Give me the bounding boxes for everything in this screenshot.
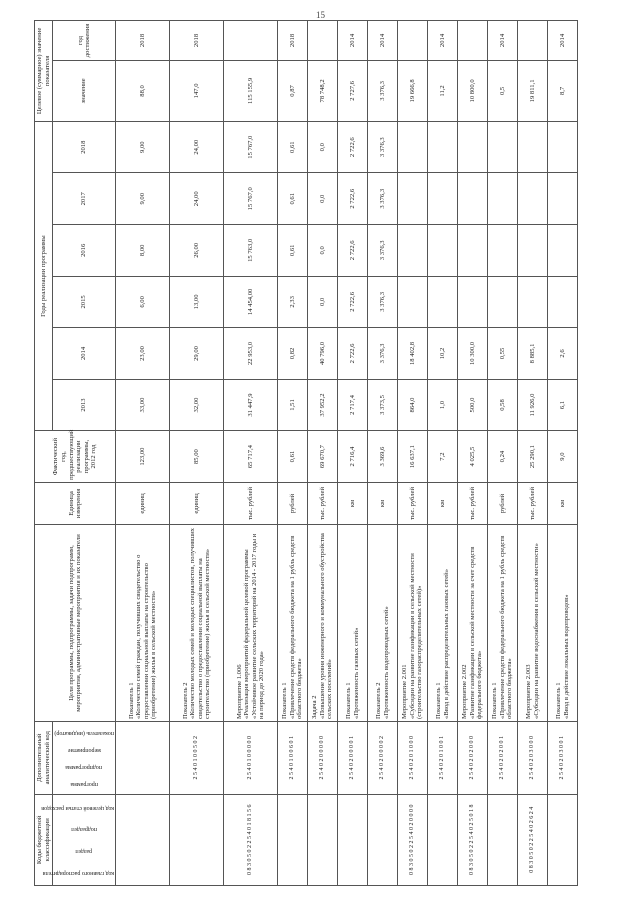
- year-value-cell: 0,58: [488, 379, 518, 431]
- kbk-code-cell: [308, 794, 338, 885]
- kbk-code-cell: [368, 794, 398, 885]
- final-value-cell: 0,5: [488, 60, 518, 121]
- final-value-cell: 3 376,3: [368, 60, 398, 121]
- year-value-cell: 8 885,1: [518, 328, 548, 380]
- year-value-cell: 6,00: [116, 276, 170, 328]
- years-header: Годы реализации программы: [35, 121, 53, 430]
- year-value-cell: 2 722,6: [338, 276, 368, 328]
- year-value-cell: [398, 276, 428, 328]
- add-code-cell: [116, 721, 170, 794]
- final-year-cell: 2014: [368, 21, 398, 61]
- add-code-cell: 2 5 4 0 2 0 2 0 0 0: [458, 721, 488, 794]
- kbk-code-cell: 0 8 3 0 5 0 2 2 5 4 0 2 6 2 4: [518, 794, 548, 885]
- unit-cell: рублей: [278, 482, 308, 524]
- year-value-cell: [488, 225, 518, 277]
- year-value-cell: 29,00: [170, 328, 224, 380]
- fact-cell: 4 025,5: [458, 431, 488, 483]
- kbk-code-cell: 0 8 3 0 5 0 2 2 5 4 0 2 5 0 1 8: [458, 794, 488, 885]
- kbk-code-cell: [338, 794, 368, 885]
- year-2017-header: 2017: [53, 173, 116, 225]
- year-value-cell: 15 767,0: [224, 121, 278, 173]
- final-value-cell: 78 748,2: [308, 60, 338, 121]
- year-value-cell: [488, 173, 518, 225]
- add-code-cell: 2 5 4 0 2 0 1 0 0 1: [428, 721, 458, 794]
- unit-cell: тыс. рублей: [308, 482, 338, 524]
- table-row: [338, 21, 368, 886]
- fact-cell: 2 716,4: [338, 431, 368, 483]
- year-value-cell: 3 376,3: [368, 225, 398, 277]
- goals-header: Цели программы, подпрограммы, задачи подпрограмм, мероприятия, административные мероприятия и их показатели: [35, 525, 116, 722]
- year-value-cell: [458, 225, 488, 277]
- goal-text-cell: Мероприятие 2.002 «Развитие газификации в сельской местности за счет средств федерального бюджета»: [458, 525, 488, 722]
- year-value-cell: 0,61: [278, 173, 308, 225]
- final-year-cell: 2014: [338, 21, 368, 61]
- year-2016-header: 2016: [53, 225, 116, 277]
- year-value-cell: 500,0: [458, 379, 488, 431]
- kbk-subheaders: код главного распорядителя раздел подраздел код целевой статьи расходов: [53, 794, 116, 885]
- year-2013-header: 2013: [53, 379, 116, 431]
- final-value-cell: 19 666,8: [398, 60, 428, 121]
- year-value-cell: 3 376,3: [368, 328, 398, 380]
- unit-cell: тыс. рублей: [458, 482, 488, 524]
- final-value-cell: 8,7: [548, 60, 578, 121]
- fact-cell: 0,24: [488, 431, 518, 483]
- final-year-cell: 2014: [488, 21, 518, 61]
- unit-cell: тыс. рублей: [398, 482, 428, 524]
- final-year-cell: 2018: [116, 21, 170, 61]
- addcode-subheaders: программа подпрограмма мероприятие показатель (индикатор): [53, 721, 116, 794]
- final-year-cell: [518, 21, 548, 61]
- table-row: [518, 21, 548, 886]
- year-value-cell: 14 454,00: [224, 276, 278, 328]
- year-value-cell: 3 376,3: [368, 276, 398, 328]
- kbk-code-cell: [170, 794, 224, 885]
- final-value-cell: 2 727,6: [338, 60, 368, 121]
- year-value-cell: 3 376,3: [368, 173, 398, 225]
- final-year-cell: [398, 21, 428, 61]
- year-value-cell: 18 402,8: [398, 328, 428, 380]
- year-value-cell: 0,61: [278, 121, 308, 173]
- year-value-cell: [398, 225, 428, 277]
- year-value-cell: [548, 121, 578, 173]
- final-year-cell: 2014: [428, 21, 458, 61]
- unit-cell: тыс. рублей: [224, 482, 278, 524]
- year-value-cell: 2,33: [278, 276, 308, 328]
- unit-cell: км: [428, 482, 458, 524]
- final-year-cell: 2018: [170, 21, 224, 61]
- kbk-code-cell: [488, 794, 518, 885]
- goal-text-cell: Задача 2 «Повышение уровня инженерного и коммунального обустройства сельских поселений»: [308, 525, 338, 722]
- year-value-cell: 9,00: [116, 173, 170, 225]
- year-value-cell: [398, 173, 428, 225]
- fact-cell: 85,00: [170, 431, 224, 483]
- year-value-cell: 13,00: [170, 276, 224, 328]
- goal-text-cell: Показатель 1 «Количество семей граждан, получивших свидетельство о предоставлении социальной выплаты на строительство (приобретение) жилья в сельской местности»: [116, 525, 170, 722]
- unit-cell: км: [548, 482, 578, 524]
- table-body: [116, 21, 578, 886]
- year-value-cell: 10,2: [428, 328, 458, 380]
- year-value-cell: [518, 173, 548, 225]
- table-row: [428, 21, 458, 886]
- kbk-code-cell: [428, 794, 458, 885]
- kbk-header: Коды бюджетной классификации: [35, 794, 53, 885]
- add-code-cell: 2 5 4 0 2 0 3 0 0 0: [518, 721, 548, 794]
- fact-cell: 0,61: [278, 431, 308, 483]
- kbk-code-cell: [548, 794, 578, 885]
- final-header: Целевое (суммарное) значение показателя: [35, 21, 53, 122]
- year-value-cell: 0,55: [488, 328, 518, 380]
- year-value-cell: 22 953,0: [224, 328, 278, 380]
- year-value-cell: [428, 276, 458, 328]
- fact-cell: 69 670,7: [308, 431, 338, 483]
- year-value-cell: 15 767,0: [224, 173, 278, 225]
- final-value-cell: 88,0: [116, 60, 170, 121]
- fact-cell: 65 717,4: [224, 431, 278, 483]
- fact-cell: 9,0: [548, 431, 578, 483]
- kbk-code-cell: 0 8 3 0 5 0 2 2 5 4 0 2 0 0 0 0: [398, 794, 428, 885]
- year-value-cell: 1,51: [278, 379, 308, 431]
- unit-cell: рублей: [488, 482, 518, 524]
- unit-cell: км: [338, 482, 368, 524]
- fact-header: Фактический год, предшествующий реализации программы, 2012 год: [35, 431, 116, 483]
- addcode-header: Дополнительный аналитический код: [35, 721, 53, 794]
- year-value-cell: 32,00: [170, 379, 224, 431]
- page-number: 15: [316, 10, 325, 20]
- year-value-cell: [548, 276, 578, 328]
- rotated-table-wrapper: [34, 20, 604, 886]
- year-value-cell: 15 763,0: [224, 225, 278, 277]
- year-value-cell: 37 952,2: [308, 379, 338, 431]
- year-value-cell: 26,00: [170, 225, 224, 277]
- table-row: [398, 21, 428, 886]
- add-code-cell: 2 5 4 0 1 0 0 0 0 0: [224, 721, 278, 794]
- add-code-cell: 2 5 4 0 1 0 0 5 0 2: [170, 721, 224, 794]
- year-value-cell: 8,00: [116, 225, 170, 277]
- goal-text-cell: Мероприятие 2.001 «Субсидии на развитие газификации в сельской местности (строительство газораспределительных сетей)»: [398, 525, 428, 722]
- year-value-cell: 24,00: [170, 121, 224, 173]
- year-value-cell: 23,00: [116, 328, 170, 380]
- year-value-cell: [518, 225, 548, 277]
- goal-text-cell: Показатель 1 «Ввод в действие распределительных газовых сетей»: [428, 525, 458, 722]
- year-value-cell: [548, 225, 578, 277]
- final-year-cell: [224, 21, 278, 61]
- table-row: [278, 21, 308, 886]
- year-value-cell: 2 722,6: [338, 173, 368, 225]
- fact-cell: 3 369,6: [368, 431, 398, 483]
- goal-text-cell: Показатель 1 «Привлечение средств федерального бюджета на 1 рубль средств областного бюджета»: [278, 525, 308, 722]
- unit-cell: км: [368, 482, 398, 524]
- table-row: [308, 21, 338, 886]
- year-value-cell: 864,0: [398, 379, 428, 431]
- goal-text-cell: Показатель 1 «Протяженность газовых сетей»: [338, 525, 368, 722]
- final-year-cell: 2018: [278, 21, 308, 61]
- year-value-cell: 33,00: [116, 379, 170, 431]
- year-value-cell: 0,61: [278, 225, 308, 277]
- year-value-cell: 2 722,6: [338, 121, 368, 173]
- year-value-cell: 0,0: [308, 276, 338, 328]
- kbk-code-cell: 0 8 3 0 5 0 2 2 5 4 0 1 8 1 5 6: [224, 794, 278, 885]
- table-row: [116, 21, 170, 886]
- add-code-cell: 2 5 4 0 1 0 0 6 0 1: [278, 721, 308, 794]
- year-value-cell: 2,6: [548, 328, 578, 380]
- table-row: [170, 21, 224, 886]
- year-value-cell: 31 447,9: [224, 379, 278, 431]
- final-year-cell: [458, 21, 488, 61]
- table-row: [368, 21, 398, 886]
- year-value-cell: 1,0: [428, 379, 458, 431]
- goal-text-cell: Показатель 2 «Протяженность водопроводных сетей»: [368, 525, 398, 722]
- final-value-cell: 10 800,0: [458, 60, 488, 121]
- year-value-cell: 0,0: [308, 225, 338, 277]
- year-value-cell: [518, 121, 548, 173]
- year-value-cell: 6,1: [548, 379, 578, 431]
- final-year-header: год достижения: [53, 21, 116, 61]
- year-value-cell: 0,0: [308, 121, 338, 173]
- year-value-cell: 0,0: [308, 173, 338, 225]
- year-2018-header: 2018: [53, 121, 116, 173]
- year-value-cell: [458, 121, 488, 173]
- program-indicators-table: [34, 20, 578, 886]
- kbk-code-cell: [116, 794, 170, 885]
- goal-text-cell: Показатель 2 «Количество молодых семей и молодых специалистов, получивших свидетельство о предоставлении социальной выплаты на строительство (приобретение) жилья в сельской местности»: [170, 525, 224, 722]
- unit-cell: единиц: [116, 482, 170, 524]
- year-value-cell: [398, 121, 428, 173]
- table-row: [488, 21, 518, 886]
- year-value-cell: [458, 276, 488, 328]
- fact-cell: 25 290,1: [518, 431, 548, 483]
- year-value-cell: 40 796,0: [308, 328, 338, 380]
- goal-text-cell: Мероприятие 2.003 «Субсидии на развитие водоснабжения в сельской местности»: [518, 525, 548, 722]
- final-year-cell: 2014: [548, 21, 578, 61]
- kbk-code-cell: [278, 794, 308, 885]
- unit-cell: единиц: [170, 482, 224, 524]
- final-value-cell: 0,87: [278, 60, 308, 121]
- final-year-cell: [308, 21, 338, 61]
- goal-text-cell: Показатель 1 «Ввод в действие локальных водопроводов»: [548, 525, 578, 722]
- table-row: [548, 21, 578, 886]
- add-code-cell: 2 5 4 0 2 0 1 0 0 0: [398, 721, 428, 794]
- year-value-cell: 2 722,6: [338, 328, 368, 380]
- year-value-cell: [428, 173, 458, 225]
- add-code-cell: 2 5 4 0 2 0 0 0 0 1: [338, 721, 368, 794]
- year-value-cell: [488, 121, 518, 173]
- final-value-cell: 19 811,1: [518, 60, 548, 121]
- year-value-cell: [548, 173, 578, 225]
- year-value-cell: 11 926,0: [518, 379, 548, 431]
- year-value-cell: 3 373,5: [368, 379, 398, 431]
- year-value-cell: 0,82: [278, 328, 308, 380]
- year-value-cell: 9,00: [116, 121, 170, 173]
- unit-cell: тыс. рублей: [518, 482, 548, 524]
- year-value-cell: 3 376,3: [368, 121, 398, 173]
- year-2014-header: 2014: [53, 328, 116, 380]
- final-value-cell: 147,0: [170, 60, 224, 121]
- fact-cell: 7,2: [428, 431, 458, 483]
- year-value-cell: 24,00: [170, 173, 224, 225]
- final-value-cell: 11,2: [428, 60, 458, 121]
- year-value-cell: 10 300,0: [458, 328, 488, 380]
- year-value-cell: [488, 276, 518, 328]
- year-2015-header: 2015: [53, 276, 116, 328]
- fact-cell: 123,00: [116, 431, 170, 483]
- unit-header: Единица измерения: [35, 482, 116, 524]
- table-row: [458, 21, 488, 886]
- year-value-cell: 2 717,4: [338, 379, 368, 431]
- year-value-cell: [458, 173, 488, 225]
- year-value-cell: [428, 121, 458, 173]
- add-code-cell: 2 5 4 0 2 0 3 0 0 1: [548, 721, 578, 794]
- table-row: [224, 21, 278, 886]
- year-value-cell: 2 722,6: [338, 225, 368, 277]
- fact-cell: 16 637,1: [398, 431, 428, 483]
- year-value-cell: [428, 225, 458, 277]
- goal-text-cell: Мероприятие 1.006 «Реализация мероприятий федеральной целевой программы «Устойчивое развитие сельских территорий на 2014 - 2017 годы и на период до 2020 года»: [224, 525, 278, 722]
- goal-text-cell: Показатель 1 «Привлечение средств федерального бюджета на 1 рубль средств областного бюджета»: [488, 525, 518, 722]
- final-value-header: значение: [53, 60, 116, 121]
- add-code-cell: 2 5 4 0 2 0 0 0 0 2: [368, 721, 398, 794]
- add-code-cell: 2 5 4 0 2 0 0 0 0 0: [308, 721, 338, 794]
- year-value-cell: [518, 276, 548, 328]
- add-code-cell: 2 5 4 0 2 0 2 0 0 1: [488, 721, 518, 794]
- final-value-cell: 115 155,9: [224, 60, 278, 121]
